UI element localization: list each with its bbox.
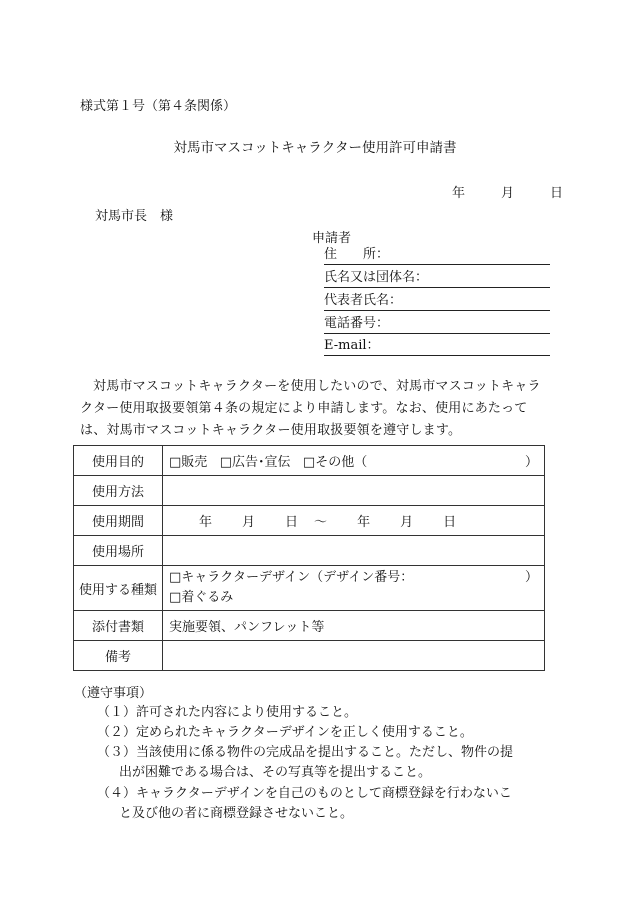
note-text: 当該使用に係る物件の完成品を提出すること。ただし、物件の提 [136, 745, 514, 760]
organization-name-field[interactable]: 氏名又は団体名： [324, 268, 550, 288]
table-row [74, 476, 545, 506]
note-item [97, 784, 552, 824]
kind-cell[interactable] [163, 566, 545, 611]
date-year: 年 [452, 186, 466, 201]
addressee: 対馬市長 様 [95, 209, 174, 224]
attachments-value[interactable]: 実施要領、パンフレット等 [163, 611, 545, 641]
table-row [74, 536, 545, 566]
purpose-option-advertising[interactable]: □広告･宣伝 [219, 455, 291, 470]
remarks-cell[interactable] [163, 641, 545, 671]
note-text: 許可された内容により使用すること。 [136, 705, 358, 720]
place-cell[interactable] [163, 536, 545, 566]
note-item [97, 703, 552, 723]
purpose-label: 使用目的 [74, 446, 163, 476]
period-start-month: 月 [242, 515, 256, 530]
date-day: 日 [550, 186, 564, 201]
note-number: （１） [97, 705, 137, 720]
note-number: （２） [97, 725, 137, 740]
period-start-day: 日 [285, 515, 299, 530]
period-label: 使用期間 [74, 506, 163, 536]
period-cell[interactable] [163, 506, 545, 536]
note-text: 定められたキャラクターデザインを正しく使用すること。 [136, 725, 473, 740]
date-line [452, 182, 563, 201]
kind-close-paren: ） [524, 570, 538, 585]
kind-option-design[interactable]: □キャラクターデザイン（デザイン番号： [169, 570, 414, 585]
attachments-label: 添付書類 [74, 611, 163, 641]
place-label: 使用場所 [74, 536, 163, 566]
purpose-cell[interactable] [163, 446, 545, 476]
period-end-day: 日 [443, 515, 457, 530]
note-item [97, 723, 552, 743]
address-field[interactable]: 住 所： [324, 245, 550, 265]
period-start-year: 年 [199, 515, 213, 530]
method-label: 使用方法 [74, 476, 163, 506]
remarks-label: 備考 [74, 641, 163, 671]
phone-field[interactable]: 電話番号： [324, 314, 550, 334]
table-row [74, 446, 545, 476]
purpose-option-other[interactable]: □その他（ [302, 455, 368, 470]
period-end-month: 月 [400, 515, 414, 530]
kind-option-costume[interactable]: □着ぐるみ [169, 590, 234, 605]
kind-label: 使用する種類 [74, 566, 163, 611]
table-row [74, 566, 545, 611]
note-number: （３） [97, 745, 137, 760]
notes-heading: （遵守事項） [74, 686, 153, 701]
form-number: 様式第１号（第４条関係） [80, 99, 237, 114]
document-title: 対馬市マスコットキャラクター使用許可申請書 [173, 140, 457, 156]
note-item [97, 743, 552, 783]
representative-name-field[interactable]: 代表者氏名： [324, 291, 550, 311]
note-text-continued: と及び他の者に商標登録させないこと。 [119, 806, 354, 821]
date-month: 月 [501, 186, 515, 201]
purpose-close-paren: ） [524, 455, 538, 470]
email-field[interactable]: E-mail： [324, 336, 550, 356]
table-row [74, 506, 545, 536]
purpose-option-sales[interactable]: □販売 [169, 455, 208, 470]
application-form-table [73, 445, 545, 671]
note-text: キャラクターデザインを自己のものとして商標登録を行わないこ [136, 786, 512, 801]
method-cell[interactable] [163, 476, 545, 506]
note-number: （４） [97, 786, 137, 801]
table-row [74, 611, 545, 641]
applicant-label: 申請者 [312, 231, 352, 246]
note-text-continued: 出が困難である場合は、その写真等を提出すること。 [119, 765, 432, 780]
period-tilde: ～ [314, 515, 328, 530]
period-end-year: 年 [357, 515, 371, 530]
application-statement: 対馬市マスコットキャラクターを使用したいので、対馬市マスコットキャラクター使用取扱要領第４条の規定により申請します。なお、使用にあたっては、対馬市マスコットキャラクター使用取扱要領を遵守します。 [80, 379, 541, 438]
table-row [74, 641, 545, 671]
